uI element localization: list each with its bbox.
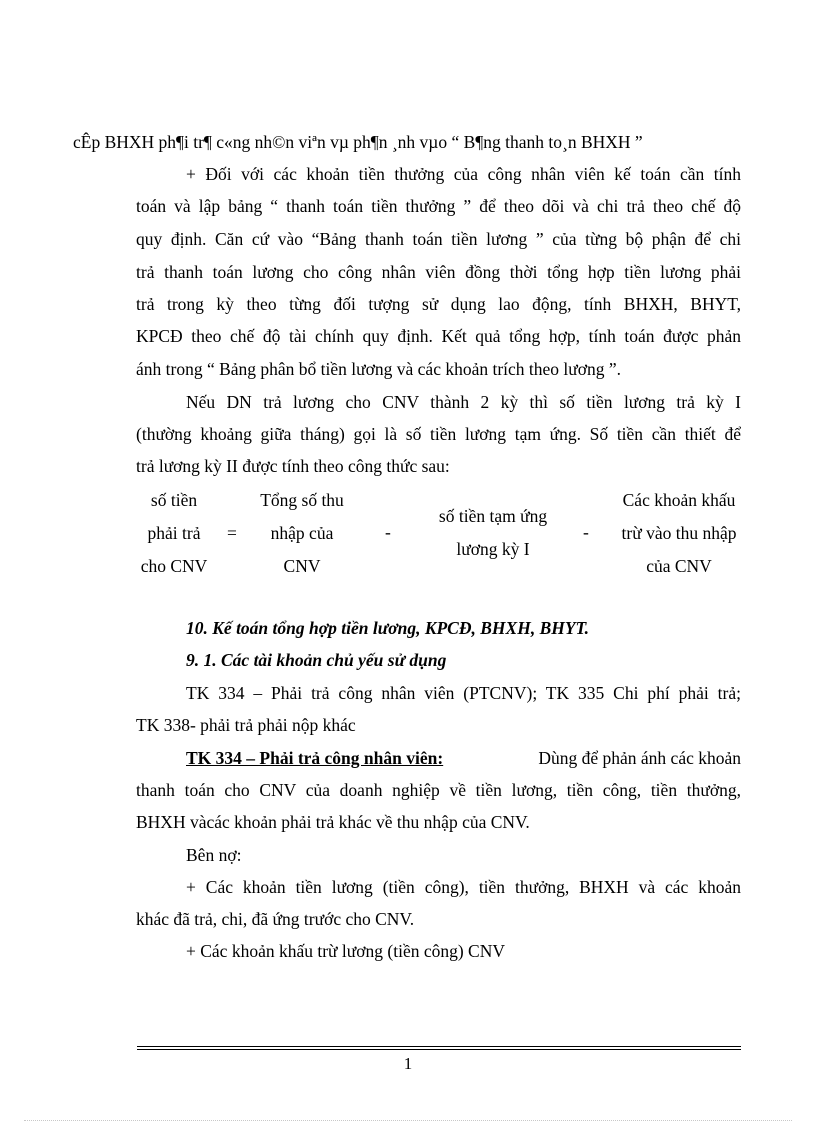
formula-equals-sign: = xyxy=(227,523,237,543)
formula-term-payable xyxy=(126,484,222,583)
formula-term-line: lương kỳ I xyxy=(456,539,530,559)
text-line: Nếu DN trả lương cho CNV thành 2 kỳ thì số tiền lương trả kỳ I xyxy=(186,392,741,412)
tk334-definition-line xyxy=(186,748,741,769)
text-line: trả thanh toán lương cho công nhân viên đồng thời tổng hợp tiền lương phải xyxy=(136,262,741,282)
formula-term-line: cho CNV xyxy=(140,556,208,576)
page-number: 1 xyxy=(403,1054,413,1073)
text-line: BHXH vàcác khoản phải trả khác về thu nhập của CNV. xyxy=(136,812,530,832)
formula-term-line: trừ vào thu nhập xyxy=(621,523,737,543)
formula-term-line: số tiền xyxy=(150,490,198,510)
text-line: + Các khoản tiền lương (tiền công), tiền thưởng, BHXH và các khoản xyxy=(186,877,741,897)
footer-rule xyxy=(137,1049,741,1050)
text-line: trả trong kỳ theo từng đối tượng sử dụng lao động, tính BHXH, BHYT, xyxy=(136,294,741,314)
text-line: khác đã trả, chi, đã ứng trước cho CNV. xyxy=(136,909,415,929)
footer-rule xyxy=(137,1046,741,1047)
text-line: Bên nợ: xyxy=(186,845,242,865)
subsection-heading: 9. 1. Các tài khoản chủ yếu sử dụng xyxy=(186,650,447,670)
formula-term-line: số tiền tạm ứng xyxy=(438,506,548,526)
text-line: quy định. Căn cứ vào “Bảng thanh toán tiền lương ” của từng bộ phận để chi xyxy=(136,229,741,249)
text-line: ánh trong “ Bảng phân bổ tiền lương và các khoản trích theo lương ”. xyxy=(136,359,622,379)
text-line: KPCĐ theo chế độ tài chính quy định. Kết quả tổng hợp, tính toán được phản xyxy=(136,326,741,346)
formula-term-line: Tổng số thu xyxy=(260,490,344,510)
text-line: trả lương kỳ II được tính theo công thức sau: xyxy=(136,456,450,476)
formula-minus-sign: - xyxy=(385,522,391,542)
formula-term-line: nhập của xyxy=(270,523,334,543)
text-line: (thường khoảng giữa tháng) gọi là số tiền lương tạm ứng. Số tiền cần thiết để xyxy=(136,424,741,444)
formula-term-line: của CNV xyxy=(646,556,712,576)
text-line: toán và lập bảng “ thanh toán tiền thưởng ” để theo dõi và chi trả theo chế độ xyxy=(136,196,741,216)
formula-term-line: CNV xyxy=(283,556,321,576)
tk334-description: Dùng để phản ánh các khoản xyxy=(533,748,741,768)
text-line: TK 338- phải trả phải nộp khác xyxy=(136,715,356,735)
text-line: TK 334 – Phải trả công nhân viên (PTCNV); TK 335 Chi phí phải trả; xyxy=(186,683,741,703)
text-line: + Đối với các khoản tiền thưởng của công nhân viên kế toán cần tính xyxy=(186,164,741,184)
page-bottom-edge xyxy=(24,1120,792,1121)
formula-term-advance xyxy=(420,500,566,566)
text-line-legacy-encoding: cÊp BHXH ph¶i tr¶ c«ng nh©n viªn vµ ph¶n ¸nh vµo “ B¶ng thanh to¸n BHXH ” xyxy=(73,132,643,152)
section-heading: 10. Kế toán tổng hợp tiền lương, KPCĐ, BHXH, BHYT. xyxy=(186,618,589,638)
formula-term-total-income xyxy=(244,484,360,583)
formula-term-deductions xyxy=(606,484,752,583)
formula-minus-sign: - xyxy=(583,522,589,542)
text-line: + Các khoản khấu trừ lương (tiền công) CNV xyxy=(186,941,505,961)
tk334-title: TK 334 – Phải trả công nhân viên: xyxy=(186,748,444,768)
formula-term-line: phải trả xyxy=(147,523,201,543)
formula-term-line: Các khoản khấu xyxy=(622,490,736,510)
text-line: thanh toán cho CNV của doanh nghiệp về tiền lương, tiền công, tiền thưởng, xyxy=(136,780,741,800)
